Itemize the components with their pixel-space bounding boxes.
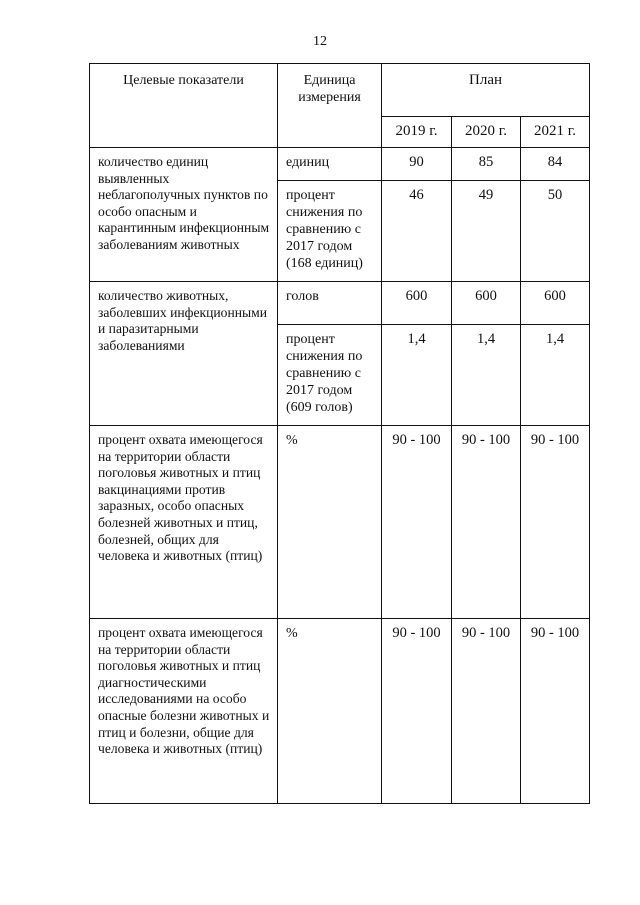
- unit-cell: голов: [278, 282, 382, 325]
- value-cell: 50: [521, 181, 590, 282]
- unit-cell: процент снижения по сравнению с 2017 годом (168 единиц): [278, 181, 382, 282]
- value-cell: 1,4: [521, 325, 590, 426]
- header-year-2020: 2020 г.: [452, 117, 521, 148]
- target-indicators-table: [89, 63, 590, 804]
- table-row: [90, 619, 590, 804]
- value-cell: 49: [452, 181, 521, 282]
- header-year-2021: 2021 г.: [521, 117, 590, 148]
- unit-cell: единиц: [278, 148, 382, 181]
- value-cell: 46: [382, 181, 452, 282]
- value-cell: 90 - 100: [452, 619, 521, 804]
- value-cell: 1,4: [382, 325, 452, 426]
- header-indicator: Целевые показатели: [90, 64, 278, 148]
- indicator-cell: количество животных, заболевших инфекционными и паразитарными заболеваниями: [90, 282, 278, 426]
- indicator-cell: процент охвата имеющегося на территории области поголовья животных и птиц вакцинациями против заразных, особо опасных болезней животных и птиц, болезней, общих для человека и животных (птиц): [90, 426, 278, 619]
- value-cell: 90 - 100: [382, 619, 452, 804]
- unit-cell: процент снижения по сравнению с 2017 годом (609 голов): [278, 325, 382, 426]
- indicator-cell: процент охвата имеющегося на территории области поголовья животных и птиц диагностическими исследованиями на особо опасные болезни животных и птиц и болезни, общие для человека и животных (птиц): [90, 619, 278, 804]
- table-row: [90, 282, 590, 325]
- header-year-2019: 2019 г.: [382, 117, 452, 148]
- value-cell: 90 - 100: [521, 426, 590, 619]
- table-row: [90, 148, 590, 181]
- unit-cell: %: [278, 426, 382, 619]
- table-row: [90, 426, 590, 619]
- value-cell: 85: [452, 148, 521, 181]
- value-cell: 600: [452, 282, 521, 325]
- page-number: 12: [313, 34, 327, 49]
- header-plan: План: [382, 64, 590, 117]
- value-cell: 1,4: [452, 325, 521, 426]
- value-cell: 600: [382, 282, 452, 325]
- value-cell: 90 - 100: [521, 619, 590, 804]
- value-cell: 600: [521, 282, 590, 325]
- value-cell: 84: [521, 148, 590, 181]
- value-cell: 90 - 100: [452, 426, 521, 619]
- header-unit: Единица измерения: [278, 64, 382, 148]
- unit-cell: %: [278, 619, 382, 804]
- indicator-cell: количество единиц выявленных неблагополучных пунктов по особо опасным и карантинным инфекционным заболеваниям животных: [90, 148, 278, 282]
- value-cell: 90: [382, 148, 452, 181]
- value-cell: 90 - 100: [382, 426, 452, 619]
